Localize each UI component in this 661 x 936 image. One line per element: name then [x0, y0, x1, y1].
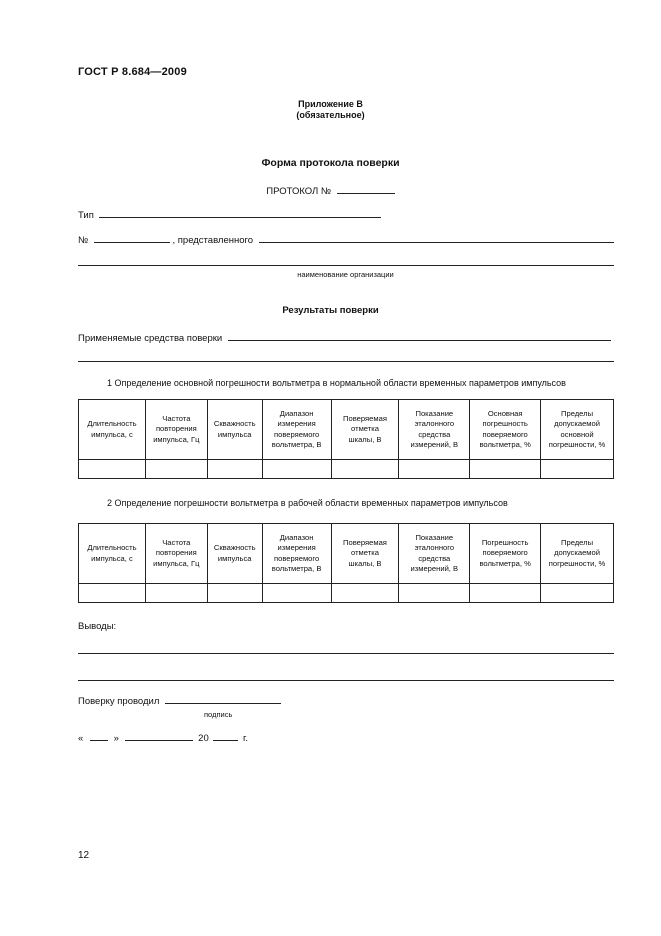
signature-caption: подпись [204, 710, 233, 719]
number-row [78, 233, 614, 246]
table1-header-duration: Длительность импульса, с [79, 400, 146, 460]
table-cell[interactable] [79, 460, 146, 479]
type-label: Тип [78, 210, 94, 221]
date-close-quote: » [113, 733, 119, 744]
table1-row [79, 460, 614, 479]
date-year-blank[interactable] [213, 731, 238, 741]
signature-label: Поверку проводил [78, 696, 160, 707]
table2-header-duty: Скважность импульса [207, 524, 262, 584]
table2-header-reference: Показание эталонного средства измерений, В [399, 524, 470, 584]
protocol-number-blank [337, 184, 395, 194]
appendix-title: Приложение В [298, 99, 363, 109]
date-row [78, 731, 248, 744]
table-cell[interactable] [470, 584, 541, 603]
table2-header-duration: Длительность импульса, с [79, 524, 146, 584]
means-row [78, 331, 614, 344]
table2-header-frequency: Частота повторения импульса, Гц [145, 524, 207, 584]
table-cell[interactable] [541, 584, 614, 603]
table-cell[interactable] [399, 460, 470, 479]
number-blank [94, 233, 170, 243]
date-year-prefix: 20 [198, 733, 209, 744]
table2-header-limit: Пределы допускаемой погрешности, % [541, 524, 614, 584]
table1-header-frequency: Частота повторения импульса, Гц [145, 400, 207, 460]
table1-header-scale-mark: Поверяемая отметка шкалы, В [331, 400, 399, 460]
document-standard-header: ГОСТ Р 8.684—2009 [78, 66, 187, 78]
table1-header-duty: Скважность импульса [207, 400, 262, 460]
conclusions-line-2[interactable] [78, 680, 614, 681]
type-row [78, 208, 381, 221]
number-label: № [78, 235, 89, 246]
conclusions-line-1[interactable] [78, 653, 614, 654]
table1-header-row [79, 400, 614, 460]
means-label: Применяемые средства поверки [78, 333, 223, 344]
date-month-blank[interactable] [125, 731, 193, 741]
signature-row [78, 694, 281, 707]
table-cell[interactable] [470, 460, 541, 479]
conclusions-label: Выводы: [78, 621, 117, 632]
table1-header-limit: Пределы допускаемой основной погрешности, % [541, 400, 614, 460]
table-cell[interactable] [79, 584, 146, 603]
table1-header-reference: Показание эталонного средства измерений, В [399, 400, 470, 460]
appendix-note: (обязательное) [296, 110, 365, 120]
table-cell[interactable] [262, 584, 331, 603]
table2-header-row [79, 524, 614, 584]
table-cell[interactable] [207, 460, 262, 479]
form-title: Форма протокола поверки [261, 157, 400, 169]
protocol-line [0, 184, 661, 197]
table2-header-scale-mark: Поверяемая отметка шкалы, В [331, 524, 399, 584]
page-number: 12 [78, 850, 90, 861]
table1-header-range: Диапазон измерения поверяемого вольтметра, В [262, 400, 331, 460]
date-day-blank[interactable] [90, 731, 108, 741]
table-cell[interactable] [262, 460, 331, 479]
type-blank [99, 208, 381, 218]
date-year-suffix: г. [243, 733, 248, 744]
protocol-label: ПРОТОКОЛ № [266, 186, 332, 197]
table-cell[interactable] [399, 584, 470, 603]
table1 [78, 399, 614, 479]
means-line-2 [78, 361, 614, 362]
table2-row [79, 584, 614, 603]
date-open-quote: « [78, 733, 84, 744]
results-title: Результаты поверки [282, 305, 379, 316]
organization-line [78, 265, 614, 266]
table-cell[interactable] [331, 460, 399, 479]
organization-caption: наименование организации [297, 270, 394, 279]
table-cell[interactable] [145, 584, 207, 603]
table-cell[interactable] [145, 460, 207, 479]
presented-blank [259, 233, 614, 243]
table-cell[interactable] [207, 584, 262, 603]
presented-label: , представленного [172, 235, 254, 246]
table2-header-range: Диапазон измерения поверяемого вольтметра, В [262, 524, 331, 584]
signature-blank[interactable] [165, 694, 281, 704]
table1-title: 1 Определение основной погрешности вольтметра в нормальной области временных параметров импульсов [107, 378, 566, 388]
table2-header-error: Погрешность поверяемого вольтметра, % [470, 524, 541, 584]
table-cell[interactable] [541, 460, 614, 479]
means-blank [228, 331, 611, 341]
table2-title: 2 Определение погрешности вольтметра в рабочей области временных параметров импульсов [107, 498, 508, 508]
table2 [78, 523, 614, 603]
table1-header-error: Основная погрешность поверяемого вольтметра, % [470, 400, 541, 460]
table-cell[interactable] [331, 584, 399, 603]
